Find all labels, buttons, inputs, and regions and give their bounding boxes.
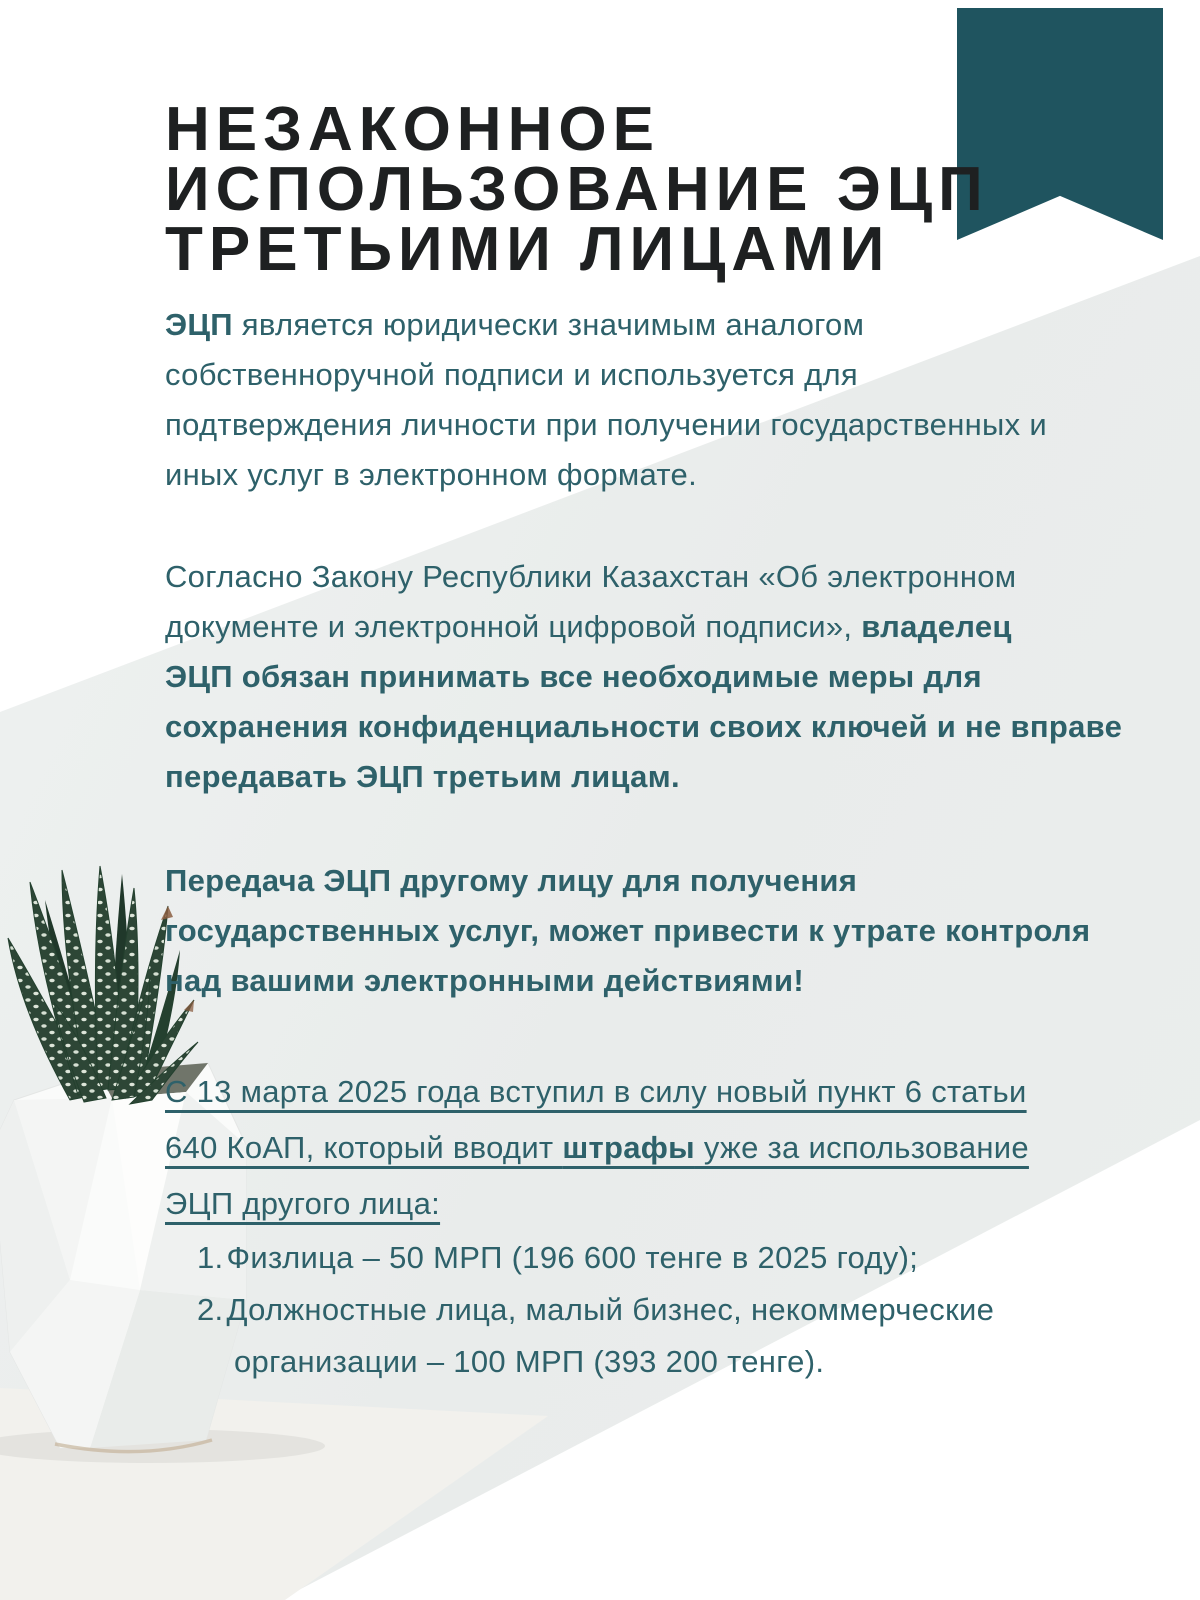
bold-segment: владелец [861,609,1012,644]
list-item [165,1284,1175,1336]
body-text [165,300,1175,1388]
text-line: иных услуг в электронном формате. [165,457,697,492]
underlined-text-line: ЭЦП другого лица: [165,1186,441,1221]
title-line: ТРЕТЬИМИ ЛИЦАМИ [165,215,891,284]
text-segment: 640 КоАП, который вводит [165,1130,563,1165]
title-line: ИСПОЛЬЗОВАНИЕ ЭЦП [165,155,989,224]
text-line: Согласно Закону Республики Казахстан «Об электронном [165,559,1017,594]
paragraph-law-obligation [165,552,1175,802]
fines-list [165,1232,1175,1388]
text-line: собственноручной подписи и используется для [165,357,859,392]
text-line: государственных услуг, может привести к утрате контроля [165,913,1091,948]
text-line [165,300,1175,350]
title-line: НЕЗАКОННОЕ [165,95,660,164]
underlined-text-line: С 13 марта 2025 года вступил в силу новый пункт 6 статьи [165,1074,1027,1109]
list-item [165,1232,1175,1284]
text-segment: является юридически значимым аналогом [232,307,865,342]
paragraph-ecp-definition [165,300,1175,500]
text-line: передавать ЭЦП третьим лицам. [165,759,680,794]
page-title [165,95,989,284]
text-line [165,602,1175,652]
text-line: Передача ЭЦП другому лицу для получения [165,863,858,898]
list-item-text: Физлица – 50 МРП (196 600 тенге в 2025 году); [226,1240,919,1275]
bold-segment: штрафы [562,1130,695,1165]
text-line: сохранения конфиденциальности своих ключей и не вправе [165,709,1123,744]
list-marker: 1. [197,1240,224,1275]
underlined-text-line [165,1120,1175,1176]
text-line: над вашими электронными действиями! [165,963,805,998]
text-line: ЭЦП обязан принимать все необходимые меры для [165,659,982,694]
ecp-abbr: ЭЦП [165,307,233,342]
text-segment: уже за использование [694,1130,1029,1165]
law-reference-link[interactable] [165,1064,1175,1232]
list-item-continuation [165,1336,1175,1388]
text-line: подтверждения личности при получении государственных и [165,407,1047,442]
list-marker: 2. [197,1292,224,1327]
text-segment: документе и электронной цифровой подписи», [165,609,862,644]
list-item-text: организации – 100 МРП (393 200 тенге). [234,1344,825,1379]
paragraph-warning [165,856,1175,1006]
list-item-text: Должностные лица, малый бизнес, некоммерческие [226,1292,995,1327]
